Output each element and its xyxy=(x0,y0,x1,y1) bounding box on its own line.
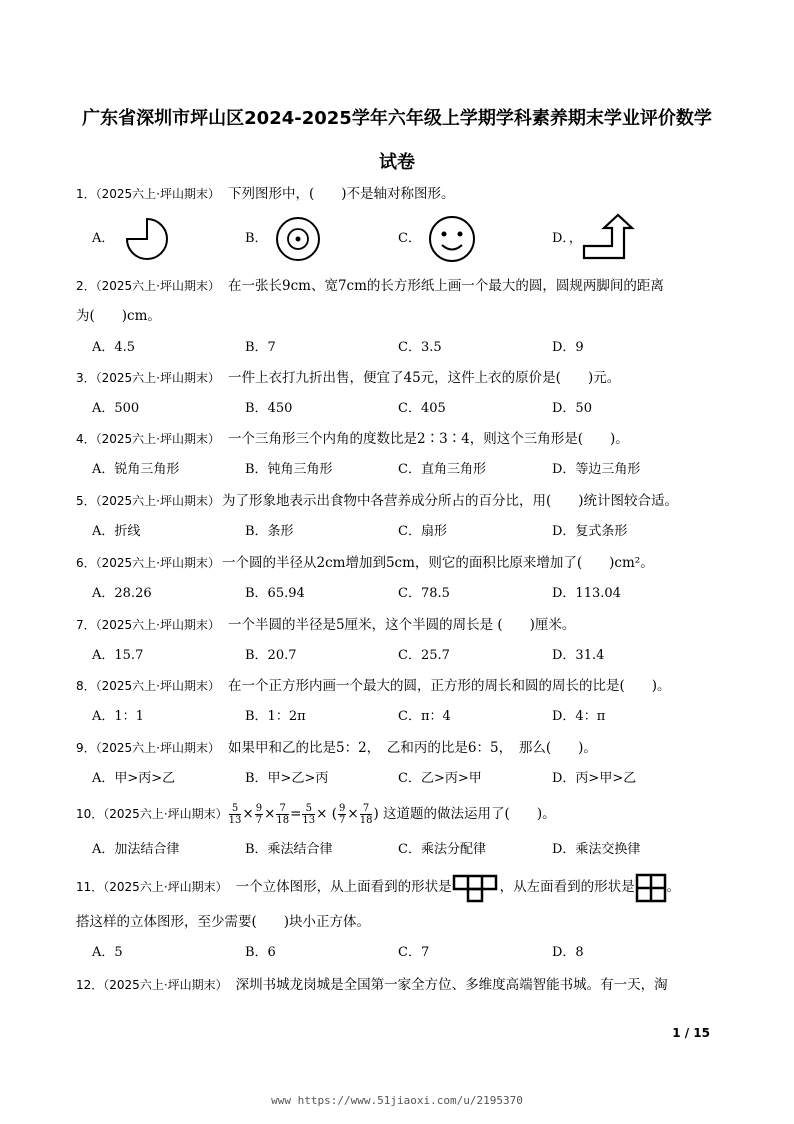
option-b: B． xyxy=(245,231,268,246)
option-d: D．113.04 xyxy=(552,586,621,601)
question-11-cont: 搭这样的立体图形，至少需要( )块小正方体。 xyxy=(76,914,371,930)
question-7: 7．（2025六上·坪山期末） 一个半圆的半径是5厘米，这个半圆的周长是 ( )厘米。 xyxy=(76,617,576,633)
option-b: B．6 xyxy=(245,945,276,960)
option-d: D．丙>甲>乙 xyxy=(552,771,637,786)
option-d: D．， xyxy=(552,231,582,246)
question-9-options xyxy=(92,769,712,789)
option-d: D．等边三角形 xyxy=(552,462,641,477)
option-c: C．3.5 xyxy=(398,340,442,355)
option-a: A．5 xyxy=(92,945,123,960)
pie-shape-icon xyxy=(119,214,175,264)
page-title-cont: 试卷 xyxy=(379,152,415,173)
option-a: A．折线 xyxy=(92,524,141,539)
fraction: $\frac{7}{18}$ xyxy=(276,803,290,826)
question-11: 11．（2025六上·坪山期末） 一个立体图形，从上面看到的形状是 ，从左面看到的形状是 。 xyxy=(76,872,716,902)
option-c: C．7 xyxy=(398,945,430,960)
option-c: C．乙>丙>甲 xyxy=(398,771,482,786)
option-c: C．25.7 xyxy=(398,648,450,663)
option-c: C．扇形 xyxy=(398,524,447,539)
option-c: C．78.5 xyxy=(398,586,450,601)
question-8: 8．（2025六上·坪山期末） 在一个正方形内画一个最大的圆，正方形的周长和圆的周长的比是( )。 xyxy=(76,678,671,694)
option-d: D．31.4 xyxy=(552,648,605,663)
question-6: 6．（2025六上·坪山期末） 一个圆的半径从2cm增加到5cm，则它的面积比原来增加了( )cm²。 xyxy=(76,555,654,571)
option-c: C． xyxy=(398,231,421,246)
fraction: $\frac{9}{7}$ xyxy=(255,803,263,826)
option-c: C．π：4 xyxy=(398,709,451,724)
option-d: D．乘法交换律 xyxy=(552,842,641,857)
smiley-face-icon xyxy=(424,213,480,265)
option-b: B．乘法结合律 xyxy=(245,842,333,857)
option-b: B．65.94 xyxy=(245,586,305,601)
option-a: A．28.26 xyxy=(92,586,152,601)
top-view-shape-icon xyxy=(452,873,500,903)
option-a: A．500 xyxy=(92,401,140,416)
question-6-options xyxy=(92,584,712,604)
question-12: 12．（2025六上·坪山期末） 深圳书城龙岗城是全国第一家全方位、多维度高端智能书城。有一天，淘 xyxy=(76,977,668,993)
question-2-options xyxy=(92,338,712,358)
fraction: $\frac{5}{13}$ xyxy=(302,803,316,826)
fraction: $\frac{7}{18}$ xyxy=(359,803,373,826)
question-8-options xyxy=(92,707,712,727)
page-title: 广东省深圳市坪山区2024-2025学年六年级上学期学科素养期末学业评价数学 xyxy=(82,108,712,129)
option-b: B．甲>乙>丙 xyxy=(245,771,329,786)
option-a: A．1：1 xyxy=(92,709,144,724)
question-4: 4．（2025六上·坪山期末） 一个三角形三个内角的度数比是2∶3∶4，则这个三角形是( )。 xyxy=(76,431,629,447)
question-11-options xyxy=(92,943,712,963)
question-5: 5．（2025六上·坪山期末） 为了形象地表示出食物中各营养成分所占的百分比，用( )统计图较合适。 xyxy=(76,493,679,509)
option-a: A．4.5 xyxy=(92,340,136,355)
fraction: $\frac{5}{13}$ xyxy=(228,803,242,826)
question-2: 2．（2025六上·坪山期末） 在一张长9cm、宽7cm的长方形纸上画一个最大的圆，圆规两脚间的距离 xyxy=(76,278,664,294)
option-b: B．条形 xyxy=(245,524,294,539)
option-b: B．20.7 xyxy=(245,648,297,663)
question-10: 10．（2025六上·坪山期末） $\frac{5}{13}$ × $\frac{9}{7}$ × $\frac{7}{18}$ = $\frac{5}{13}$ × ( $\frac{9}{7}$ × $\frac{7}{18}$ ) 这道题的做法运用了( )。 xyxy=(76,803,556,826)
option-d: D．9 xyxy=(552,340,584,355)
option-d: D．8 xyxy=(552,945,584,960)
option-b: B．450 xyxy=(245,401,293,416)
question-3-options xyxy=(92,399,712,419)
question-10-options xyxy=(92,840,712,860)
question-1: 1．（2025六上·坪山期末） 下列图形中，( )不是轴对称图形。 xyxy=(76,186,455,202)
question-5-options xyxy=(92,522,712,542)
question-2-cont: 为( )cm。 xyxy=(76,308,161,324)
question-4-options xyxy=(92,460,712,480)
option-a: A．锐角三角形 xyxy=(92,462,180,477)
option-a: A．加法结合律 xyxy=(92,842,180,857)
option-d: D．4：π xyxy=(552,709,606,724)
question-9: 9．（2025六上·坪山期末） 如果甲和乙的比是5：2， 乙和丙的比是6：5， 那么( )。 xyxy=(76,740,597,756)
option-d: D．复式条形 xyxy=(552,524,628,539)
option-d: D．50 xyxy=(552,401,592,416)
option-b: B．1：2π xyxy=(245,709,306,724)
option-c: C．直角三角形 xyxy=(398,462,486,477)
concentric-circles-icon xyxy=(270,214,326,264)
fraction: $\frac{9}{7}$ xyxy=(339,803,346,826)
question-7-options xyxy=(92,646,712,666)
bent-arrow-icon xyxy=(580,212,640,262)
question-3: 3．（2025六上·坪山期末） 一件上衣打九折出售，便宜了45元，这件上衣的原价是( )元。 xyxy=(76,370,621,386)
option-b: B．7 xyxy=(245,340,276,355)
page-number: 1 / 15 xyxy=(672,1026,710,1040)
option-c: C．乘法分配律 xyxy=(398,842,486,857)
option-a: A．甲>丙>乙 xyxy=(92,771,176,786)
footer-url[interactable]: www https://www.51jiaoxi.com/u/2195370 xyxy=(271,1094,523,1107)
left-view-shape-icon xyxy=(635,873,667,903)
option-a: A．15.7 xyxy=(92,648,144,663)
option-b: B．钝角三角形 xyxy=(245,462,333,477)
option-c: C．405 xyxy=(398,401,446,416)
option-a: A． xyxy=(92,231,115,246)
